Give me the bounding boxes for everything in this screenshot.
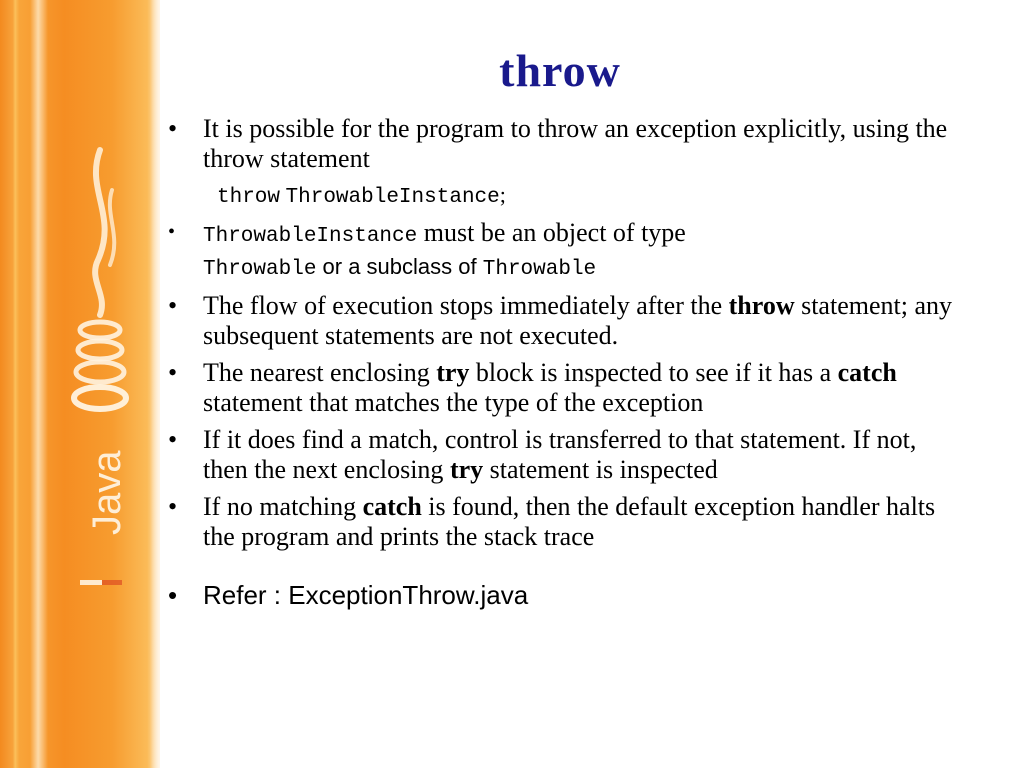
code-example	[166, 181, 956, 212]
bullet-dot: •	[168, 425, 178, 454]
bullet-item-find-match	[166, 425, 956, 485]
bullet-text: statement that matches the type of the exception	[203, 388, 704, 417]
bullet-item-flow-stops	[166, 291, 956, 351]
bullet-dot: •	[168, 492, 178, 521]
bold-keyword: try	[436, 358, 470, 387]
bullet-item-throwable-type	[166, 218, 956, 284]
bold-keyword: catch	[362, 492, 422, 521]
bullet-text: must be an object of type	[417, 218, 686, 247]
code-throwable: Throwable	[203, 258, 317, 281]
bullet-text: or a subclass of	[316, 254, 483, 279]
bullet-item-nearest-try	[166, 358, 956, 418]
bold-keyword: throw	[728, 291, 795, 320]
bullet-text: If no matching	[203, 492, 363, 521]
java-cup-logo-icon	[0, 0, 160, 768]
code-keyword: throw	[217, 186, 281, 209]
bullet-text: statement is inspected	[483, 455, 718, 484]
bullet-text: is found, then the default exception handler halts the program and prints the stack trace	[203, 492, 936, 551]
bullet-dot: •	[168, 358, 178, 387]
bullet-text: If it does find a match, control is transferred to that statement. If not, then the next enclosing	[203, 425, 917, 484]
bullet-item-throw-explicit	[166, 114, 956, 174]
java-banner	[0, 0, 160, 768]
code-instance: ThrowableInstance	[285, 186, 500, 209]
code-instance: ThrowableInstance	[203, 225, 418, 248]
bullet-dot: •	[168, 580, 178, 610]
bold-keyword: try	[449, 455, 484, 484]
bold-keyword: catch	[837, 358, 897, 387]
bullet-dot: •	[168, 291, 178, 320]
bullet-text: It is possible for the program to throw an exception explicitly, using the throw statement	[203, 114, 948, 173]
bullet-text: The flow of execution stops immediately after the	[203, 291, 729, 320]
bullet-list	[166, 114, 956, 617]
code-throwable: Throwable	[482, 258, 597, 281]
bullet-item-refer	[166, 580, 956, 610]
java-logo-text: Java	[85, 450, 129, 535]
reference-text: Refer : ExceptionThrow.java	[203, 580, 529, 610]
code-semicolon: ;	[499, 182, 506, 207]
bullet-text: The nearest enclosing	[203, 358, 437, 387]
bullet-dot: •	[168, 114, 178, 143]
bullet-dot: •	[168, 221, 176, 243]
slide-title: throw	[499, 45, 621, 96]
bullet-item-no-catch	[166, 492, 956, 552]
bullet-text: statement; any subsequent statements are not executed.	[203, 291, 952, 350]
bullet-text: block is inspected to see if it has a	[469, 358, 838, 387]
